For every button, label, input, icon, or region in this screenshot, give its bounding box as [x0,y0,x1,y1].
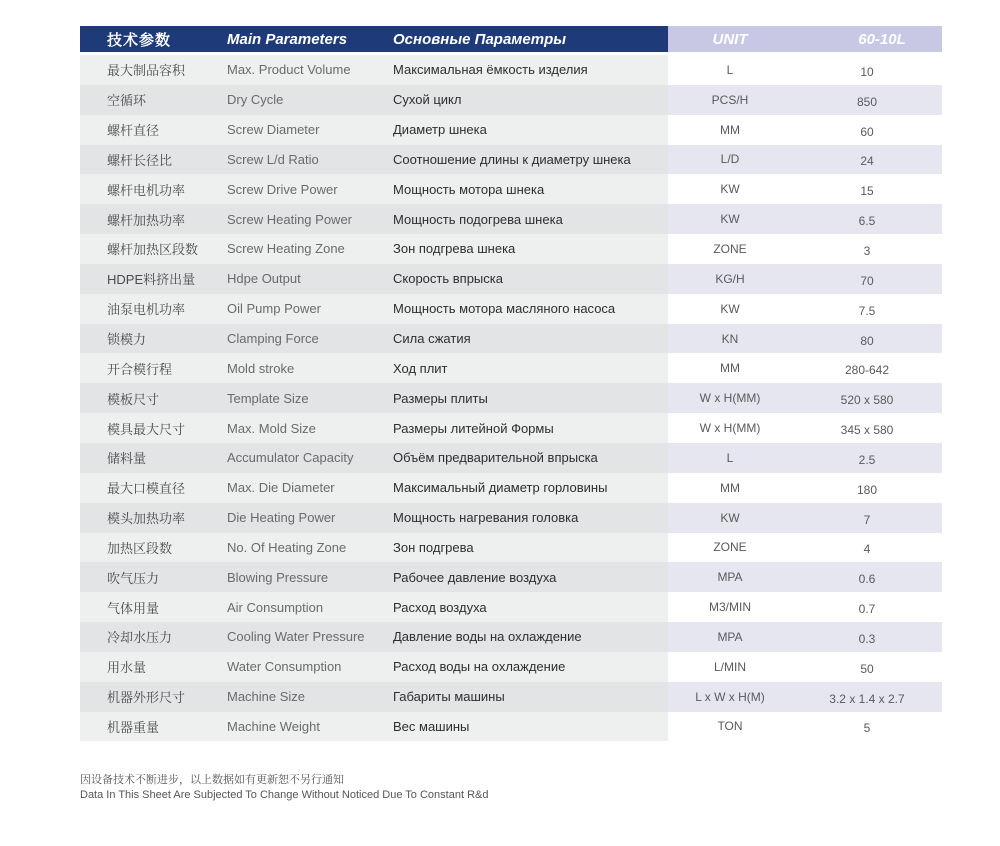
param-cn: 开合模行程 [107,361,173,377]
table-row [80,383,942,413]
param-en: Max. Die Diameter [227,480,335,496]
param-en: Oil Pump Power [227,301,321,317]
row-right [668,383,942,413]
param-unit: TON [717,719,743,734]
param-cn: 冷却水压力 [107,630,173,646]
param-ru: Соотношение длины к диаметру шнека [393,151,631,167]
row-left [80,682,668,712]
header-model: 60-10L [858,30,906,48]
param-cn: 加热区段数 [107,540,173,556]
param-unit: MPA [717,570,743,585]
table-row [80,174,942,204]
param-unit: KW [720,510,740,525]
table-row [80,55,942,85]
param-unit: W x H(MM) [699,421,761,436]
param-unit: MM [720,122,740,137]
header-en: Main Parameters [227,30,348,48]
row-right [668,204,942,234]
param-en: Dry Cycle [227,92,284,108]
param-value: 0.7 [858,602,876,617]
table-body [80,55,942,741]
row-right [668,622,942,652]
header-cn: 技术参数 [107,31,172,49]
row-left [80,174,668,204]
param-value: 520 x 580 [840,393,894,408]
row-right [668,562,942,592]
row-left [80,85,668,115]
param-unit: L/D [720,152,740,167]
footnote [80,773,488,803]
table-row [80,622,942,652]
row-left [80,204,668,234]
param-unit: ZONE [713,241,747,256]
param-unit: MM [720,480,740,495]
param-en: Screw L/d Ratio [227,151,319,167]
row-left [80,622,668,652]
row-left [80,353,668,383]
param-en: Mold stroke [227,360,295,376]
param-ru: Максимальная ёмкость изделия [393,62,588,78]
param-value: 5 [863,721,871,736]
param-value: 850 [856,94,878,109]
param-cn: 螺杆加热区段数 [107,242,199,258]
param-en: Accumulator Capacity [227,450,354,466]
param-value: 2.5 [858,452,876,467]
param-value: 6.5 [858,214,876,229]
param-en: Clamping Force [227,331,319,347]
footnote-cn: 因设备技术不断进步，以上数据如有更新恕不另行通知 [80,774,344,786]
table-row [80,294,942,324]
table-row [80,473,942,503]
row-left [80,145,668,175]
param-value: 80 [860,333,874,348]
param-ru: Габариты машины [393,689,505,705]
param-value: 0.3 [858,631,876,646]
row-right [668,592,942,622]
param-en: Water Consumption [227,659,342,675]
row-right [668,145,942,175]
param-cn: 最大制品容积 [107,63,186,79]
param-value: 0.6 [858,572,876,587]
param-en: Cooling Water Pressure [227,629,365,645]
header-left [80,26,668,52]
row-right [668,174,942,204]
row-right [668,234,942,264]
param-value: 50 [860,661,874,676]
row-left [80,503,668,533]
param-value: 3 [863,243,871,258]
param-unit: L/MIN [713,659,746,674]
param-value: 24 [860,154,874,169]
row-right [668,473,942,503]
param-cn: 吹气压力 [107,570,160,586]
param-en: No. Of Heating Zone [227,539,347,555]
param-value: 345 x 580 [840,423,894,438]
param-unit: KG/H [715,271,745,286]
table-row [80,234,942,264]
param-value: 7.5 [858,303,876,318]
param-unit: W x H(MM) [699,391,761,406]
param-ru: Расход воды на охлаждение [393,659,566,675]
table-row [80,115,942,145]
param-cn: 机器外形尺寸 [107,690,186,706]
param-unit: KW [720,301,740,316]
param-cn: 螺杆直径 [107,123,160,139]
table-row [80,652,942,682]
param-en: Screw Heating Power [227,211,352,227]
param-ru: Объём предварительной впрыска [393,450,598,466]
param-en: Screw Drive Power [227,181,338,197]
row-left [80,562,668,592]
param-value: 15 [860,184,874,199]
table-row [80,413,942,443]
param-cn: 螺杆电机功率 [107,182,186,198]
table-row [80,682,942,712]
param-en: Hdpe Output [227,271,301,287]
param-cn: 储料量 [107,451,147,467]
row-right [668,682,942,712]
param-unit: L [726,450,734,465]
param-ru: Зон подгрева [393,539,474,555]
row-left [80,652,668,682]
table-row [80,443,942,473]
param-en: Template Size [227,390,309,406]
param-cn: 最大口模直径 [107,481,186,497]
param-cn: 机器重量 [107,719,160,735]
param-unit: KW [720,182,740,197]
param-unit: MM [720,361,740,376]
param-ru: Максимальный диаметр горловины [393,480,608,496]
param-cn: 油泵电机功率 [107,302,186,318]
row-right [668,652,942,682]
table-row [80,712,942,742]
param-unit: KN [721,331,739,346]
param-ru: Мощность мотора масляного насоса [393,301,616,317]
table-row [80,503,942,533]
param-unit: L x W x H(M) [695,689,765,704]
param-ru: Сухой цикл [393,92,462,108]
param-ru: Зон подгрева шнека [393,241,516,257]
param-en: Blowing Pressure [227,569,329,585]
param-ru: Размеры плиты [393,390,488,406]
table-row [80,204,942,234]
param-ru: Мощность нагревания головка [393,510,579,526]
param-value: 180 [856,482,878,497]
param-en: Air Consumption [227,599,324,615]
param-ru: Ход плит [393,360,448,376]
param-cn: 锁模力 [107,332,147,348]
table-row [80,264,942,294]
param-en: Max. Mold Size [227,420,316,436]
param-value: 280-642 [844,363,890,378]
param-en: Screw Diameter [227,122,320,138]
param-value: 7 [863,512,871,527]
param-ru: Размеры литейной Формы [393,420,554,436]
row-left [80,234,668,264]
param-unit: M3/MIN [709,600,751,615]
table-header [80,26,942,52]
table-row [80,353,942,383]
param-ru: Рабочее давление воздуха [393,569,557,585]
param-ru: Мощность подогрева шнека [393,211,563,227]
param-cn: 模具最大尺寸 [107,421,186,437]
param-value: 60 [860,124,874,139]
param-cn: 空循环 [107,93,147,109]
table-row [80,533,942,563]
row-right [668,294,942,324]
param-value: 4 [863,542,871,557]
param-unit: PCS/H [711,92,749,107]
row-left [80,413,668,443]
table-row [80,562,942,592]
footnote-en: Data In This Sheet Are Subjected To Change Without Noticed Due To Constant R&d [80,789,489,801]
row-left [80,383,668,413]
row-left [80,592,668,622]
row-left [80,533,668,563]
param-value: 3.2 x 1.4 x 2.7 [829,691,905,706]
param-cn: 螺杆加热功率 [107,212,186,228]
param-unit: L [726,62,734,77]
row-right [668,264,942,294]
param-cn: 螺杆长径比 [107,152,173,168]
row-right [668,115,942,145]
row-right [668,413,942,443]
row-right [668,533,942,563]
param-en: Machine Weight [227,718,320,734]
param-ru: Скорость впрыска [393,271,503,287]
param-en: Screw Heating Zone [227,241,345,257]
param-ru: Расход воздуха [393,599,487,615]
param-ru: Мощность мотора шнека [393,181,545,197]
row-right [668,712,942,742]
param-cn: 模板尺寸 [107,391,160,407]
header-unit: UNIT [712,30,748,48]
header-ru: Основные Параметры [393,30,567,48]
header-right [668,26,942,52]
row-left [80,115,668,145]
row-left [80,473,668,503]
param-cn: 用水量 [107,660,147,676]
param-ru: Диаметр шнека [393,122,487,138]
spec-table [80,26,942,741]
param-ru: Сила сжатия [393,331,471,347]
param-unit: MPA [717,629,743,644]
table-row [80,145,942,175]
row-left [80,712,668,742]
param-en: Machine Size [227,689,306,705]
param-value: 70 [860,273,874,288]
param-cn: 气体用量 [107,600,160,616]
row-right [668,503,942,533]
row-right [668,55,942,85]
row-left [80,324,668,354]
row-right [668,324,942,354]
param-unit: ZONE [713,540,747,555]
table-row [80,324,942,354]
table-row [80,85,942,115]
row-right [668,85,942,115]
param-cn: 模头加热功率 [107,511,186,527]
param-value: 10 [860,64,874,79]
row-left [80,55,668,85]
param-en: Die Heating Power [227,510,336,526]
param-en: Max. Product Volume [227,62,351,78]
row-left [80,264,668,294]
table-row [80,592,942,622]
param-ru: Давление воды на охлаждение [393,629,582,645]
row-right [668,443,942,473]
param-unit: KW [720,212,740,227]
row-left [80,443,668,473]
row-left [80,294,668,324]
param-cn: HDPE料挤出量 [107,272,196,288]
row-right [668,353,942,383]
param-ru: Вес машины [393,718,470,734]
